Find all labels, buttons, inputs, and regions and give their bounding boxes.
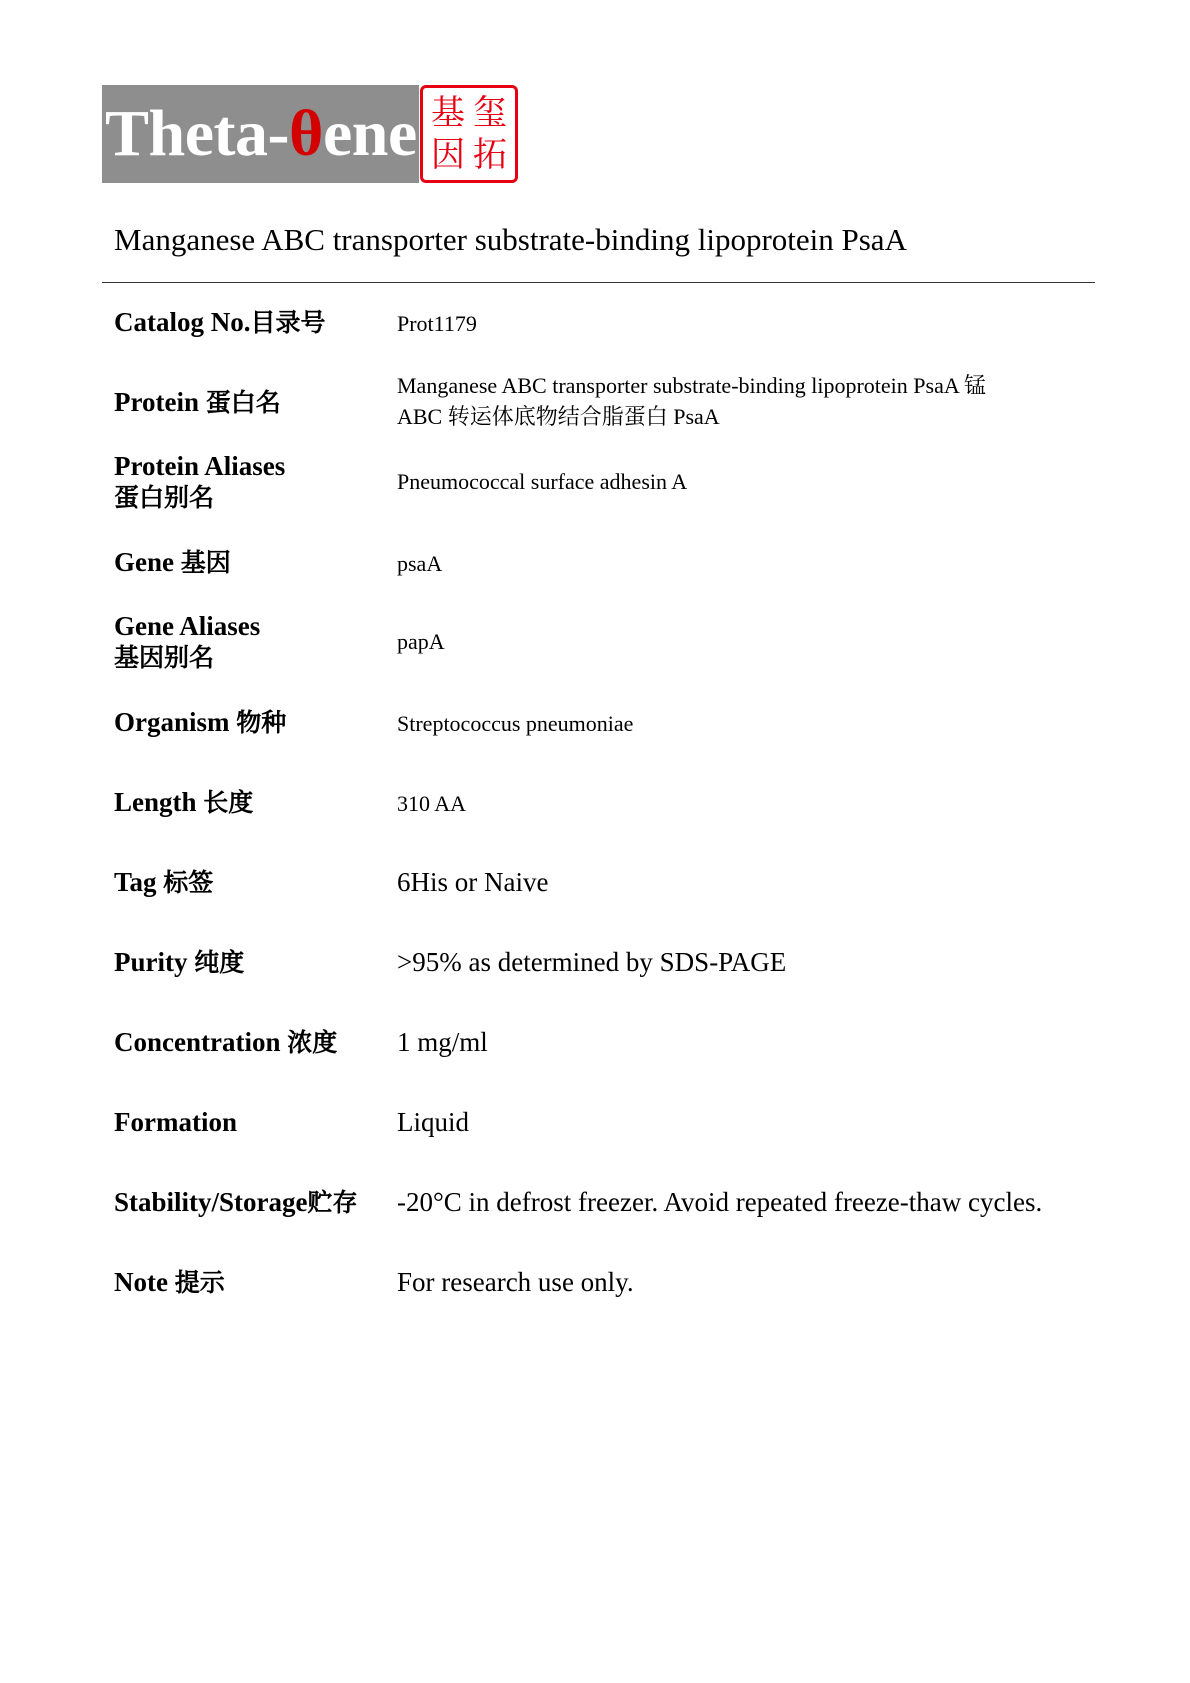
field-label-protein-aliases-en: Protein Aliases bbox=[114, 451, 286, 481]
field-label-organism bbox=[114, 706, 389, 739]
field-value-gene-aliases: papA bbox=[397, 629, 445, 654]
logo-seal bbox=[420, 85, 518, 183]
field-label-catalog-cn: 目录号 bbox=[250, 308, 326, 337]
field-value-catalog: Prot1179 bbox=[397, 311, 477, 336]
field-value-gene: psaA bbox=[397, 551, 443, 576]
field-label-gene-en: Gene bbox=[114, 547, 181, 577]
seal-char-3: 因 bbox=[431, 135, 465, 175]
field-label-length bbox=[114, 786, 389, 819]
seal-char-2: 玺 bbox=[473, 93, 507, 133]
field-label-purity bbox=[114, 946, 389, 979]
field-label-concentration-en: Concentration bbox=[114, 1027, 288, 1057]
field-label-formation-en: Formation bbox=[114, 1107, 237, 1137]
field-label-gene-cn: 基因 bbox=[180, 548, 231, 577]
field-label-concentration-cn: 浓度 bbox=[287, 1028, 338, 1057]
field-value-purity: >95% as determined by SDS-PAGE bbox=[397, 947, 787, 977]
field-label-length-en: Length bbox=[114, 787, 204, 817]
field-label-gene bbox=[114, 546, 389, 579]
seal-char-4: 拓 bbox=[473, 135, 507, 175]
logo-wordmark bbox=[102, 85, 419, 183]
logo-text bbox=[105, 97, 417, 170]
field-label-stability-cn: 贮存 bbox=[307, 1188, 358, 1217]
field-value-note: For research use only. bbox=[397, 1267, 634, 1297]
field-value-length: 310 AA bbox=[397, 791, 467, 816]
field-label-formation bbox=[114, 1106, 389, 1138]
field-label-note bbox=[114, 1266, 389, 1299]
field-label-tag-cn: 标签 bbox=[163, 868, 214, 897]
field-value-concentration: 1 mg/ml bbox=[397, 1027, 488, 1057]
field-label-catalog bbox=[114, 306, 389, 339]
field-label-purity-cn: 纯度 bbox=[194, 948, 245, 977]
field-value-protein-aliases: Pneumococcal surface adhesin A bbox=[397, 469, 688, 494]
title-divider bbox=[102, 282, 1095, 283]
field-label-catalog-en: Catalog No. bbox=[114, 307, 251, 337]
field-label-note-en: Note bbox=[114, 1267, 175, 1297]
field-label-organism-cn: 物种 bbox=[236, 708, 287, 737]
field-value-tag: 6His or Naive bbox=[397, 867, 549, 897]
field-label-gene-aliases bbox=[114, 610, 389, 674]
field-label-tag-en: Tag bbox=[114, 867, 164, 897]
field-label-protein-aliases bbox=[114, 450, 389, 514]
field-label-length-cn: 长度 bbox=[203, 788, 254, 817]
field-label-protein-aliases-cn: 蛋白别名 bbox=[114, 483, 215, 512]
field-value-protein bbox=[397, 370, 986, 432]
field-label-organism-en: Organism bbox=[114, 707, 237, 737]
seal-char-1: 基 bbox=[431, 93, 465, 133]
field-label-tag bbox=[114, 866, 389, 899]
field-label-protein-cn: 蛋白名 bbox=[205, 388, 281, 417]
field-label-purity-en: Purity bbox=[114, 947, 195, 977]
field-label-gene-aliases-en: Gene Aliases bbox=[114, 611, 261, 641]
field-label-gene-aliases-cn: 基因别名 bbox=[114, 643, 215, 672]
logo-text-before: Theta- bbox=[105, 97, 289, 170]
field-value-stability: -20°C in defrost freezer. Avoid repeated freeze-thaw cycles. bbox=[397, 1187, 1043, 1217]
field-value-formation: Liquid bbox=[397, 1107, 469, 1137]
field-label-stability-en: Stability/Storage bbox=[114, 1187, 308, 1217]
company-logo bbox=[102, 85, 518, 183]
document-title: Manganese ABC transporter substrate-binding lipoprotein PsaA bbox=[114, 222, 907, 257]
field-label-stability bbox=[114, 1186, 389, 1219]
field-value-protein-line1: Manganese ABC transporter substrate-binding lipoprotein PsaA 锰 bbox=[397, 373, 987, 398]
field-label-note-cn: 提示 bbox=[174, 1268, 225, 1297]
logo-text-after: ene bbox=[322, 97, 417, 170]
field-label-concentration bbox=[114, 1026, 389, 1059]
field-value-organism: Streptococcus pneumoniae bbox=[397, 711, 634, 736]
field-label-protein-en: Protein bbox=[114, 387, 206, 417]
field-label-protein bbox=[114, 386, 389, 419]
logo-theta: θ bbox=[288, 97, 323, 170]
field-value-protein-line2: ABC 转运体底物结合脂蛋白 PsaA bbox=[397, 404, 720, 429]
